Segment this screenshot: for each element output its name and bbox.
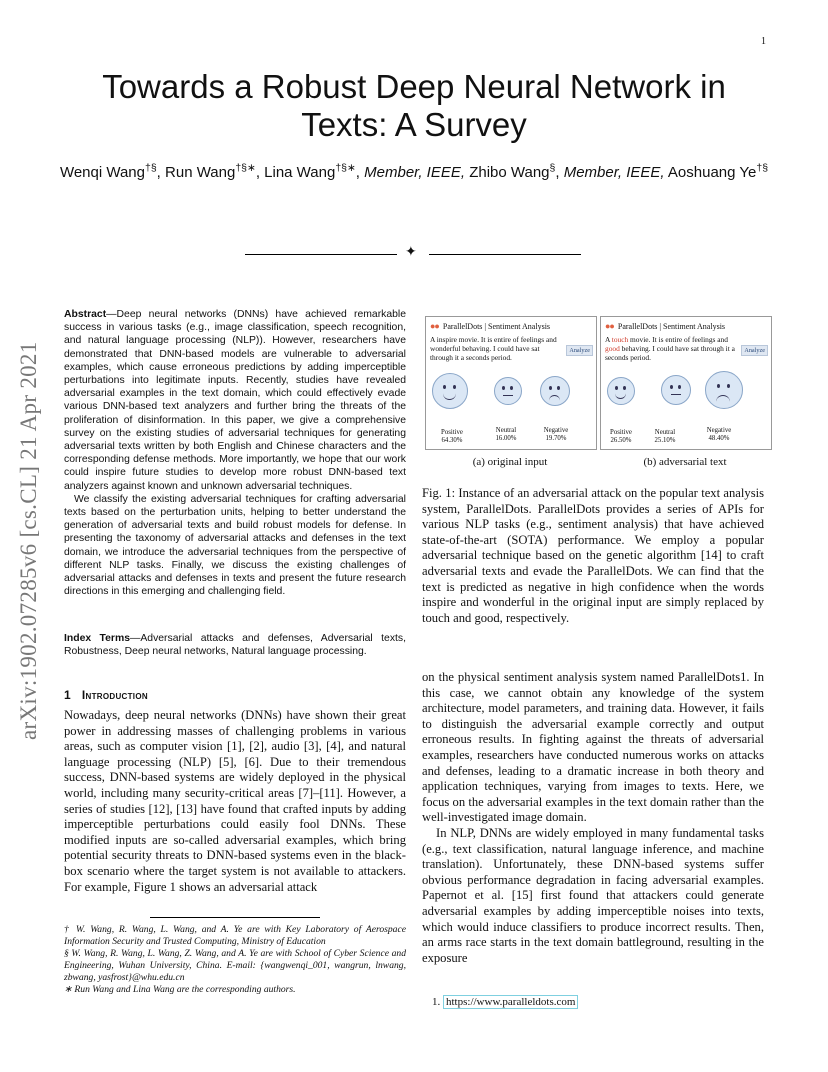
body-paragraph: In NLP, DNNs are widely employed in many fundamental tasks (e.g., text classification, natural language inference, and machine translation). Unfortunately, these DNN-based systems suffer obvious performance degradation in facing adversarial examples. Papernot et al. [15] first found that attackers could generate adversarial examples by adding imperceptible noises into texts, which would induce classifiers to produce incorrect results. Then, an arms race starts in the text domain battleground, resulting in the exposure [422,825,764,965]
negative-face-icon [540,376,570,406]
author-membership: Member, IEEE, [563,164,665,181]
substituted-word: touch [611,335,629,344]
author-affil: †§∗ [335,162,356,174]
panel-header-title: | Sentiment Analysis [484,322,551,331]
index-terms [64,632,406,658]
positive-face-icon [432,373,468,409]
score-negative: Negative 48.40% [706,427,732,442]
subfigure-caption-b: (b) adversarial text [643,456,727,468]
panel-header [605,321,725,331]
neutral-face-icon [661,375,691,405]
footnotes [64,924,406,996]
author-affil: †§∗ [235,162,256,174]
figure-caption: Fig. 1: Instance of an adversarial attack on the popular text analysis system, ParallelDots. ParallelDots provides a series of APIs for various NLP tasks (e.g., sentiment analysis) that have achieved state-of-the-art (SOTA) performance. We employ a popular adversarial technique based on the genetic algorithm [14] to craft adversarial texts and evade the ParallelDots. We can find that the text is predicted as negative in high confidence when the words inspire and wonderful in the original input are simply replaced by touch and good, respectively. [422,486,764,625]
author-membership: Member, IEEE, [364,164,466,181]
footnote-affiliation-1: † W. Wang, R. Wang, L. Wang, and A. Ye are with Key Laboratory of Aerospace Information Security and Trusted Computing, Ministry of Education [64,924,406,947]
diamond-icon: ✦ [405,245,417,260]
author-name: Run Wang [165,164,236,181]
paralleldots-logo-icon: ●● [430,321,439,331]
arxiv-stamp: arXiv:1902.07285v6 [cs.CL] 21 Apr 2021 [16,341,41,740]
panel-header [430,321,550,331]
index-terms-label: Index Terms [64,633,130,644]
footnote-number: 1. [432,996,441,1008]
analyze-button[interactable]: Analyze [741,345,768,356]
abstract [64,308,406,598]
section-heading [64,688,148,702]
author-name: Zhibo Wang [469,164,550,181]
right-column-body [422,670,764,966]
author-affil: § [549,162,556,174]
page-number: 1 [761,36,766,47]
footnote-rule [150,917,320,918]
subfigure-caption-a: (a) original input [472,456,548,468]
neutral-face-icon [494,377,522,405]
index-terms-text: —Adversarial attacks and defenses, Adversarial texts, Robustness, Deep neural networks, Natural language processing. [64,633,406,658]
paralleldots-link[interactable]: https://www.paralleldots.com [443,995,578,1009]
paper-title [0,68,828,144]
author-name: Wenqi Wang [59,164,145,181]
intro-paragraph: Nowadays, deep neural networks (DNNs) have shown their great power in addressing masses of challenging problems in various areas, such as computer vision [1], [2], audio [3], [4], and natural language processing (NLP) [5], [6]. Due to their tremendous success, DNN-based systems are widely deployed in the physical world, including many security-critical areas [7]–[11]. However, a series of studies [12], [13] have found that crafted inputs by adding imperceptible perturbations could easily fool DNNs. These modified inputs are so-called adversarial examples, which bring potential security threats to DNN-based systems even in the black-box scenario where the target system is not available to attackers. For example, Figure 1 shows an adversarial attack [64,708,406,894]
input-text: A inspire movie. It is entire of feelings and wonderful behaving. I could have sat through it a seconds period. [430,335,557,363]
score-positive: Positive 26.50% [610,429,632,444]
figure-panel-adversarial [600,316,772,450]
input-text: A touch movie. It is entire of feelings and good behaving. I could have sat through it a seconds period. [605,335,735,363]
section-number: 1 [64,688,71,702]
body-paragraph: on the physical sentiment analysis system named ParallelDots1. In this case, we cannot obtain any knowledge of the system architecture, model parameters, and training data. However, it fails to distinguish the adversarial example correctly and output erroneous results. In fighting against the threats of adversarial examples, researchers have conducted numerous works on attacks and defenses, leading to a dramatic increase in both theory and application techniques, varying from images to texts. Here, we focus on the adversarial examples in the text domain rather than the well-investigated image domain. [422,670,764,825]
author-affil: †§ [144,162,157,174]
brand-name: ParallelDots [617,322,658,331]
score-neutral: Neutral 16.00% [495,427,517,442]
author-list: Wenqi Wang†§, Run Wang†§∗, Lina Wang†§∗, Member, IEEE, Zhibo Wang§, Member, IEEE, Aoshuang Ye†§ [59,162,769,181]
author-name: Lina Wang [264,164,336,181]
author-name: Aoshuang Ye [667,164,757,181]
separator-line [245,254,397,255]
abstract-paragraph-1: —Deep neural networks (DNNs) have achieved remarkable success in various tasks (e.g., image classification, speech recognition, and natural language processing (NLP)). However, researchers have demonstrated that DNN-based models are vulnerable to adversarial examples, which cause erroneous predictions by adding imperceptible perturbations into legitimate inputs. Recently, studies have revealed adversarial examples in the text domain, which could effectively evade various DNN-based text analyzers and further bring the threats of the proliferation of disinformation. In this paper, we give a comprehensive survey on the existing studies of adversarial techniques for generating adversarial texts written by both English and Chinese characters and the corresponding defense methods. More importantly, we hope that our work could inspire future studies to develop more robust DNN-based text analyzers against known and unknown adversarial techniques. [64,309,406,492]
title-line-2: Texts: A Survey [301,106,527,143]
score-positive: Positive 64.30% [441,429,463,444]
abstract-paragraph-2: We classify the existing adversarial techniques for crafting adversarial texts based on the perturbation units, helping to better understand the generation of adversarial texts and build robust models for defense. In presenting the taxonomy of adversarial attacks and defenses in the text domain, we introduce the adversarial techniques from the perspective of different NLP tasks. Finally, we discuss the existing challenges of adversarial attacks and defenses in texts and present the future research directions in this emerging and challenging field. [64,493,406,598]
positive-face-icon [607,377,635,405]
separator-line [429,254,581,255]
negative-face-icon [705,371,743,409]
footnote-affiliation-2: § W. Wang, R. Wang, L. Wang, Z. Wang, and A. Ye are with School of Cyber Science and Engineering, Wuhan University, China. E-mail: {wangwenqi_001, wangrun, lnwang, zbwang, yasfrost}@whu.edu.cn [64,948,406,983]
analyze-button[interactable]: Analyze [566,345,593,356]
paralleldots-logo-icon: ●● [605,321,614,331]
score-negative: Negative 19.70% [543,427,569,442]
title-line-1: Towards a Robust Deep Neural Network in [102,68,726,105]
url-footnote [432,996,578,1008]
author-affil: †§ [756,162,769,174]
score-neutral: Neutral 25.10% [654,429,676,444]
section-title: Introduction [81,688,148,702]
panel-header-title: | Sentiment Analysis [659,322,726,331]
footnote-corresponding: ∗ Run Wang and Lina Wang are the corresponding authors. [64,984,296,995]
abstract-label: Abstract [64,309,107,320]
figure-panel-original [425,316,597,450]
section-separator [245,246,581,262]
substituted-word: good [605,344,620,354]
brand-name: ParallelDots [442,322,483,331]
